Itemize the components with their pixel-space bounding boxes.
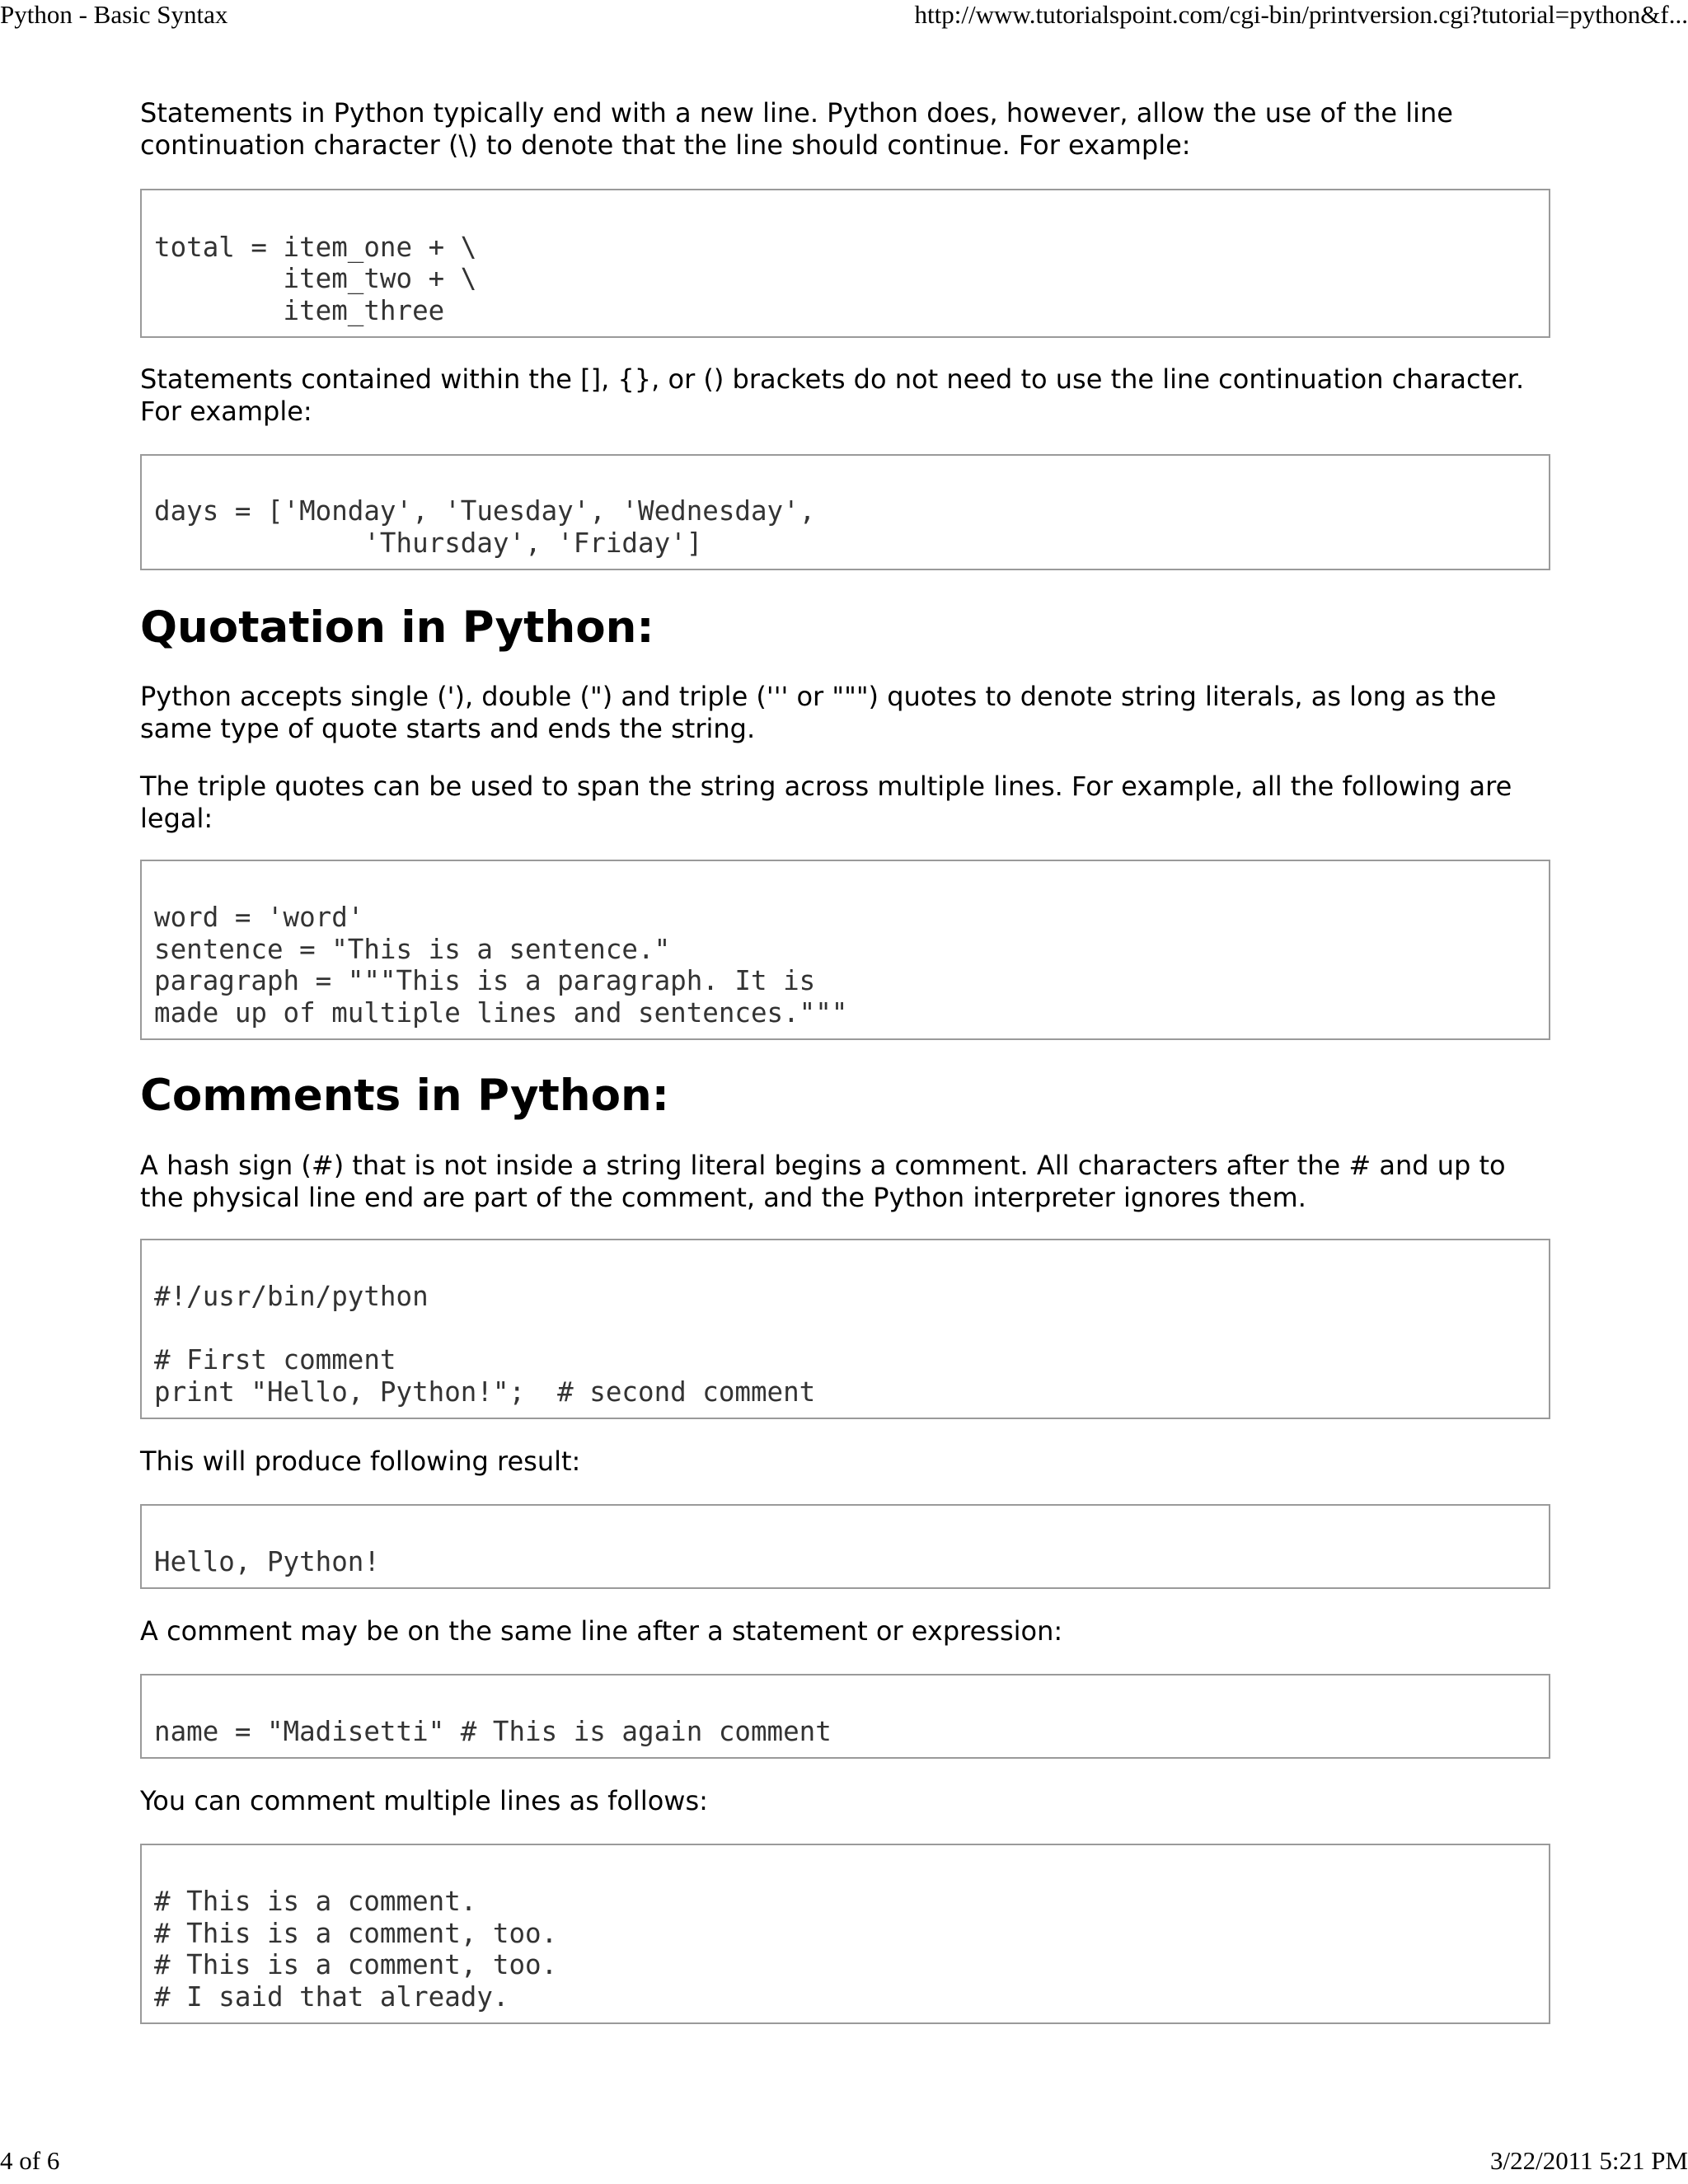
code-text: total = item_one + \ item_two + \ item_three	[154, 231, 477, 326]
code-text: Hello, Python!	[154, 1545, 380, 1577]
code-block-quotes	[140, 860, 1550, 1040]
paragraph-result: This will produce following result:	[140, 1446, 581, 1477]
code-block-result	[140, 1504, 1550, 1589]
paragraph-brackets: Statements contained within the [], {}, or () brackets do not need to use the line continuation character. For example:	[140, 363, 1525, 427]
code-block-multiline	[140, 1844, 1550, 2024]
paragraph-multiline: You can comment multiple lines as follows:	[140, 1785, 708, 1816]
print-datetime: 3/22/2011 5:21 PM	[1490, 2146, 1688, 2175]
paragraph-triple-quotes: The triple quotes can be used to span the string across multiple lines. For example, all the following are legal:	[140, 771, 1512, 834]
code-text: # This is a comment. # This is a comment, too. # This is a comment, too. # I said that already.	[154, 1886, 558, 2013]
page-url: http://www.tutorialspoint.com/cgi-bin/printversion.cgi?tutorial=python&f...	[914, 0, 1688, 29]
paragraph-hash-sign: A hash sign (#) that is not inside a string literal begins a comment. All characters after the # and up to the physical line end are part of the comment, and the Python interpreter ignores them.	[140, 1150, 1506, 1213]
heading-quotation: Quotation in Python:	[140, 602, 654, 653]
paragraph-same-line: A comment may be on the same line after a statement or expression:	[140, 1615, 1063, 1647]
code-text: #!/usr/bin/python # First comment print "Hello, Python!"; # second comment	[154, 1281, 816, 1408]
print-footer	[0, 2146, 1688, 2179]
paragraph-quotes: Python accepts single ('), double (") and triple (''' or """) quotes to denote string literals, as long as the same type of quote starts and ends the string.	[140, 681, 1497, 744]
paragraph-line-continuation: Statements in Python typically end with a new line. Python does, however, allow the use of the line continuation character (\) to denote that the line should continue. For example:	[140, 97, 1453, 161]
print-header	[0, 0, 1688, 33]
code-block-comments	[140, 1239, 1550, 1419]
heading-comments: Comments in Python:	[140, 1071, 669, 1121]
page-number: 4 of 6	[0, 2146, 60, 2175]
code-block-brackets	[140, 454, 1550, 570]
code-text: word = 'word' sentence = "This is a sentence." paragraph = """This is a paragraph. It is made up of multiple lines and sentences."""	[154, 902, 848, 1029]
code-text: name = "Madisetti" # This is again comment	[154, 1715, 832, 1747]
code-block-same-line	[140, 1674, 1550, 1759]
code-block-line-continuation	[140, 189, 1550, 338]
code-text: days = ['Monday', 'Tuesday', 'Wednesday', 'Thursday', 'Friday']	[154, 495, 816, 559]
page-title: Python - Basic Syntax	[0, 0, 228, 29]
